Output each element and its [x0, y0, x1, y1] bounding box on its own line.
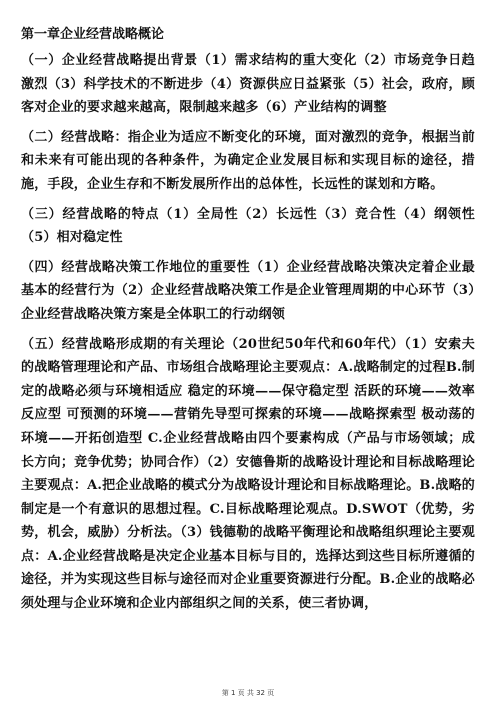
page-number-footer: 第 1 页 共 32 页 — [221, 689, 275, 697]
paragraph-definition: （二）经营战略：指企业为适应不断变化的环境，面对激烈的竞争，根据当前和未来有可能出现的各种条件，为确定企业发展目标和实现目标的途径，措施，手段，企业生存和不断发展所作出的总体性，长远性的谋划和方略。 — [21, 129, 475, 192]
paragraph-theories: （五）经营战略形成期的有关理论（20世纪50年代和60年代）（1）安索夫的战略管理理论和产品、市场组合战略理论主要观点：A.战略制定的过程B.制定的战略必须与环境相适应 稳定的环境——保守稳定型 活跃的环境——效率反应型 可预测的环境——营销先导型可探索的环境——战略探索型 极动荡的环境——开拓创造型 C.企业经营战略由四个要素构成（产品与市场领域；成长方向；竞争优势；协同合作）（2）安德鲁斯的战略设计理论和目标战略理论主要观点：A.把企业战略的模式分为战略设计理论和目标战略理论。B.战略的制定是一个有意识的思想过程。C.目标战略理论观点。D.SWOT（优势，劣势，机会，威胁）分析法。（3）钱德勒的战略平衡理论和战略组织理论主要观点：A.企业经营战略是决定企业基本目标与目的，选择达到这些目标所遵循的途径，并为实现这些目标与途径而对企业重要资源进行分配。B.企业的战略必须处理与企业环境和企业内部组织之间的关系，使三者协调， — [21, 336, 475, 612]
paragraph-characteristics: （三）经营战略的特点（1）全局性（2）长远性（3）竞合性（4）纲领性（5）相对稳定性 — [21, 206, 475, 246]
chapter-title: 第一章企业经营战略概论 — [21, 27, 165, 42]
paragraph-importance: （四）经营战略决策工作地位的重要性（1）企业经营战略决策决定着企业最基本的经营行为（2）企业经营战略决策工作是企业管理周期的中心环节（3）企业经营战略决策方案是全体职工的行动纲领 — [21, 259, 475, 322]
paragraph-background: （一）企业经营战略提出背景（1）需求结构的重大变化（2）市场竞争日趋激烈（3）科学技术的不断进步（4）资源供应日益紧张（5）社会，政府，顾客对企业的要求越来越高，限制越来越多（6）产业结构的调整 — [21, 53, 475, 116]
